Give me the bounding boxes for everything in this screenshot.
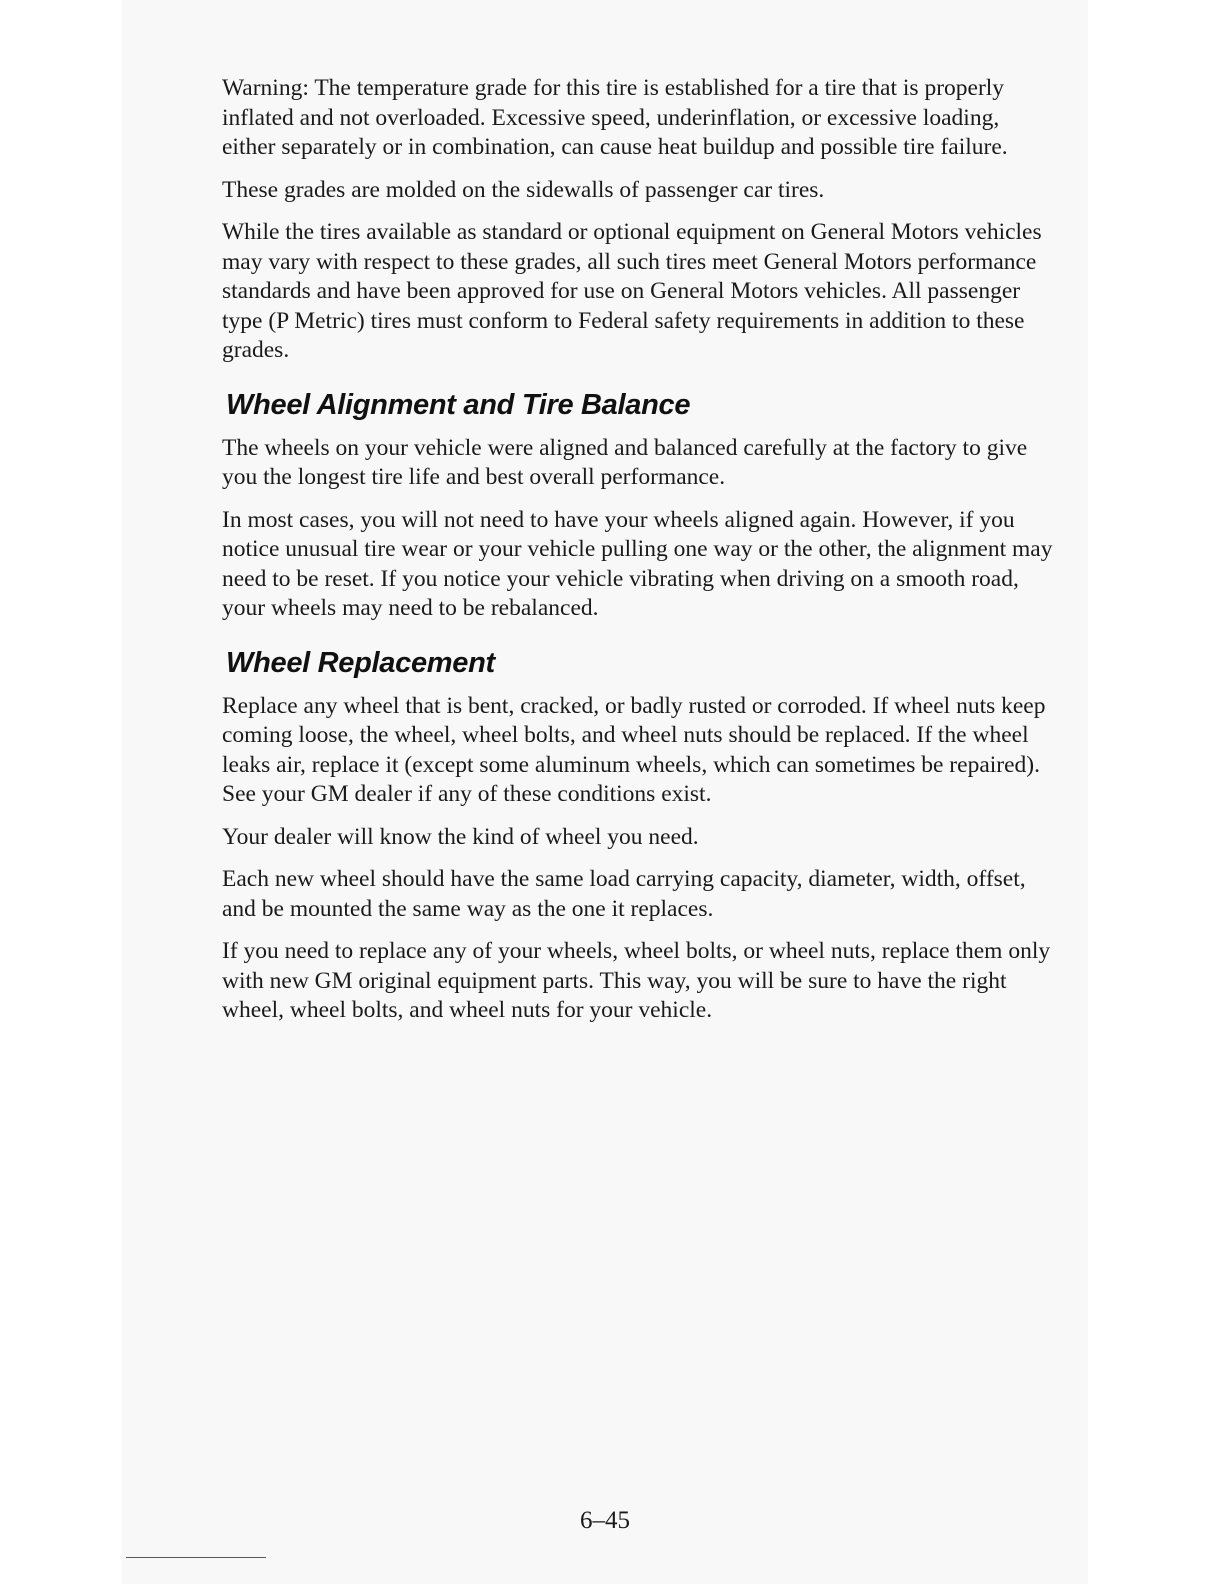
bottom-left-rule: [126, 1557, 266, 1558]
replacement-paragraph-parts: If you need to replace any of your wheels, wheel bolts, or wheel nuts, replace them only with new GM original equipment parts. This way, you will be sure to have the right wheel, wheel bolts, and wheel nuts for your vehicle.: [222, 938, 1051, 1023]
replacement-paragraph-damaged: Replace any wheel that is bent, cracked, or badly rusted or corroded. If wheel nuts keep coming loose, the wheel, wheel bolts, and wheel nuts should be replaced. If the wheel leaks air, replace it (except some aluminum wheels, which can sometimes be repaired). See your GM dealer if any of these conditions exist.: [222, 692, 1046, 807]
warning-paragraph: Warning: The temperature grade for this tire is established for a tire that is properly inflated and not overloaded. Excessive speed, underinflation, or excessive loading, either separately or in combination, can cause heat buildup and possible tire failure.: [222, 75, 1008, 160]
alignment-paragraph-reset: In most cases, you will not need to have your wheels aligned again. However, if you notice unusual tire wear or your vehicle pulling one way or the other, the alignment may need to be reset. If you notice your vehicle vibrating when driving on a smooth road, your wheels may need to be rebalanced.: [222, 506, 1053, 621]
page-content: [222, 74, 1057, 1039]
wheel-alignment-heading: Wheel Alignment and Tire Balance: [226, 388, 691, 421]
replacement-paragraph-dealer: Your dealer will know the kind of wheel you need.: [222, 823, 699, 850]
grades-molded-paragraph: These grades are molded on the sidewalls of passenger car tires.: [222, 176, 825, 203]
wheel-replacement-heading: Wheel Replacement: [226, 646, 495, 679]
document-page: [122, 0, 1088, 1584]
alignment-paragraph-factory: The wheels on your vehicle were aligned and balanced carefully at the factory to give you the longest tire life and best overall performance.: [222, 434, 1028, 490]
gm-standards-paragraph: While the tires available as standard or optional equipment on General Motors vehicles may vary with respect to these grades, all such tires meet General Motors performance standards and have been approved for use on General Motors vehicles. All passenger type (P Metric) tires must conform to Federal safety requirements in addition to these grades.: [222, 219, 1042, 363]
page-number: 6–45: [580, 1507, 630, 1534]
replacement-paragraph-specs: Each new wheel should have the same load carrying capacity, diameter, width, offset, and be mounted the same way as the one it replaces.: [222, 866, 1026, 922]
